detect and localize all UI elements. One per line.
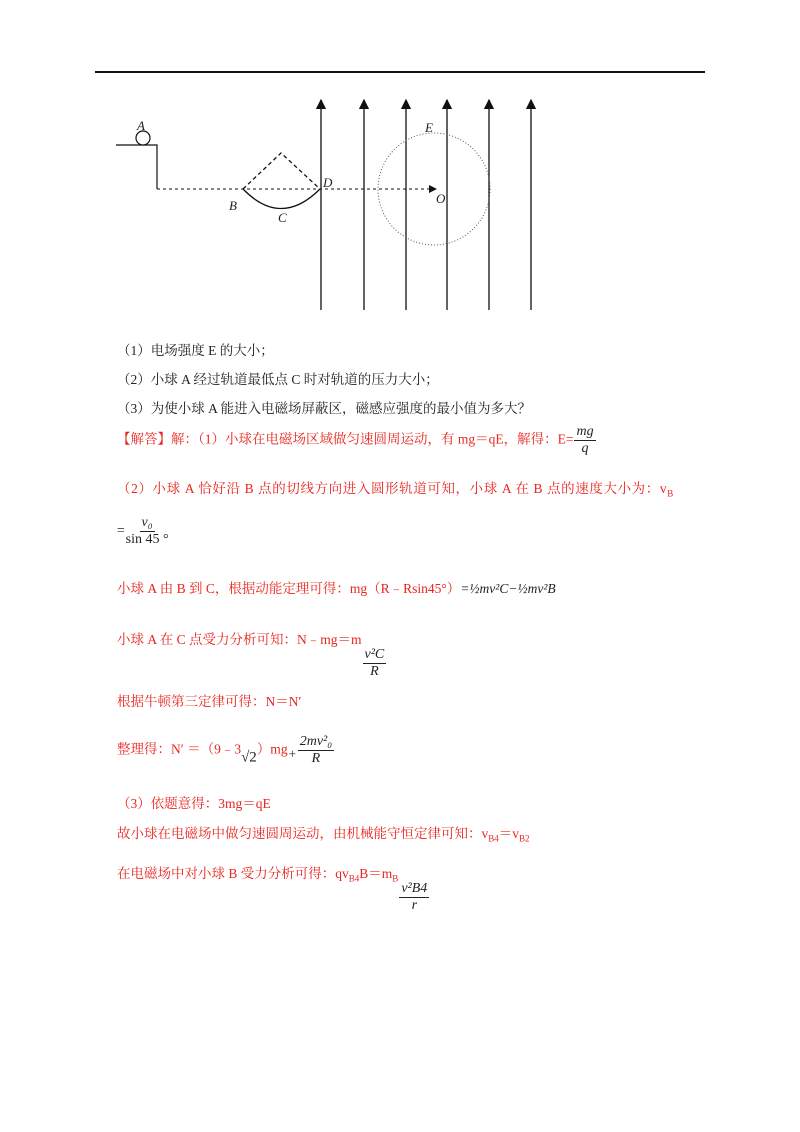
question-3: （3）为使小球 A 能进入电磁场屏蔽区，磁感应强度的最小值为多大？ (117, 401, 532, 416)
answer-line-4 (117, 577, 556, 597)
fraction-vb42-r (399, 881, 429, 914)
answer-text: B＝m (359, 866, 393, 881)
label-c: C (278, 210, 287, 225)
question-2: （2）小球 A 经过轨道最低点 C 时对轨道的压力大小； (117, 372, 439, 387)
answer-text: 故小球在电磁场中做匀速圆周运动，由机械能守恒定律可知：v (117, 826, 489, 841)
denominator: r (411, 898, 418, 914)
kinetic-energy-expr: =½mv²C−½mv²B (460, 581, 556, 596)
subscript: B2 (519, 833, 530, 844)
denominator: sin 45 ° (125, 532, 169, 548)
fraction-v0-sin45 (126, 515, 169, 548)
answer-text: 小球 A 在 C 点受力分析可知：N﹣mg＝m (117, 632, 362, 647)
label-d: D (323, 175, 333, 190)
numerator: mg (574, 424, 595, 441)
denominator: R (370, 664, 379, 680)
label-e: E (425, 120, 433, 135)
answer-line-3 (117, 515, 170, 548)
answer-text: 整理得：N′ ＝（9﹣3 (117, 741, 242, 757)
label-o: O (436, 191, 446, 206)
equals: = (117, 522, 125, 538)
answer-line-2 (117, 477, 674, 499)
dashed-radii (243, 153, 320, 189)
subscript: B (667, 488, 674, 499)
question-1: （1）电场强度 E 的大小； (117, 343, 274, 358)
answer-line-5 (117, 628, 387, 680)
sqrt-2: √2 (241, 749, 257, 766)
subscript: B4 (488, 833, 499, 844)
platform (116, 145, 157, 189)
ball-a (136, 131, 150, 145)
fraction-vc2-r (363, 647, 387, 680)
subscript: B4 (348, 873, 360, 884)
plus: + (287, 746, 297, 762)
fraction-mg-q (574, 424, 595, 457)
label-a: A (137, 118, 145, 133)
answer-text: 小球 A 由 B 到 C，根据动能定理可得：mg（R﹣Rsin45°） (117, 581, 461, 596)
denominator: R (311, 751, 321, 767)
answer-line-8: （3）依题意得：3mg＝qE (117, 796, 271, 811)
answer-text: 在电磁场中对小球 B 受力分析可得：qv (117, 866, 349, 881)
numerator: v₀ (140, 515, 155, 532)
numerator: v²B4 (399, 881, 429, 898)
numerator: v²C (363, 647, 387, 664)
physics-diagram (0, 0, 800, 320)
fraction-2mv02-r (298, 734, 334, 767)
label-b: B (229, 198, 237, 213)
arc-track (243, 189, 320, 209)
answer-text: ＝v (498, 826, 520, 841)
numerator: 2mv²₀ (298, 734, 334, 751)
answer-line-7 (117, 734, 335, 767)
denominator: q (581, 441, 589, 457)
answer-line-9 (117, 822, 530, 844)
answer-text: （2）小球 A 恰好沿 B 点的切线方向进入圆形轨道可知，小球 A 在 B 点的速度大小为：v (117, 481, 668, 496)
answer-text: 解：（1）小球在电磁场区域做匀速圆周运动，有 mg＝qE，解得：E= (171, 431, 574, 447)
answer-line-1 (117, 424, 597, 457)
answer-text: ）mg (256, 741, 288, 757)
answer-tag: 【解答】 (117, 431, 171, 447)
answer-line-6: 根据牛顿第三定律可得：N＝N′ (117, 694, 302, 709)
answer-line-10 (117, 862, 430, 914)
subscript: B (392, 873, 399, 884)
